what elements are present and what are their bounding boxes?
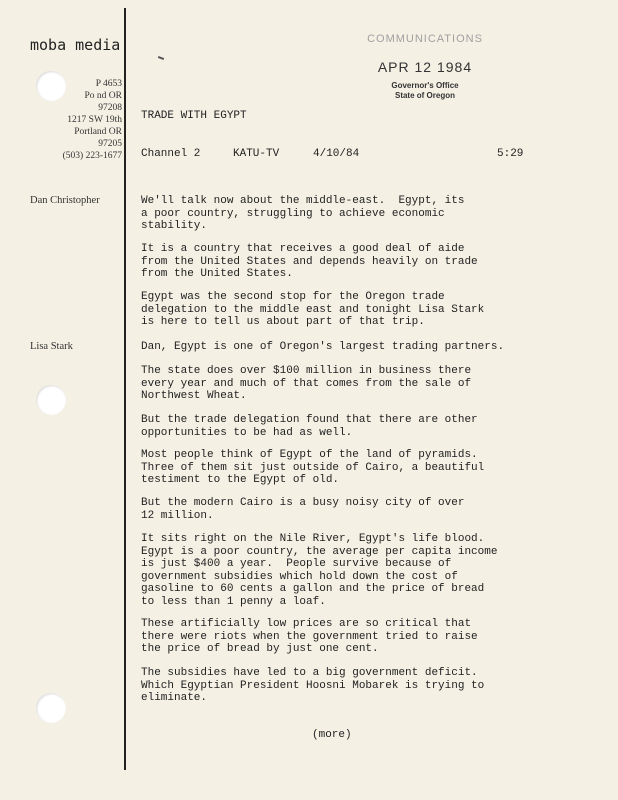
transcript-paragraph: But the trade delegation found that there are other opportunities to be had as well. <box>141 414 478 439</box>
address-line: 1217 SW 19th <box>67 115 122 125</box>
transcript-paragraph: The subsidies have led to a big government deficit. Which Egyptian President Hoosni Mobarek is trying to eliminate. <box>141 667 485 704</box>
transcript-paragraph: Dan, Egypt is one of Oregon's largest trading partners. <box>141 341 505 353</box>
transcript-paragraph: Most people think of Egypt of the land of pyramids. Three of them sit just outside of Cairo, a beautiful testiment to the Egypt of old. <box>141 449 485 486</box>
stamp-office-line: Governor's Office <box>391 81 459 90</box>
transcript-paragraph: We'll talk now about the middle-east. Egypt, its a poor country, struggling to achieve economic stability. <box>141 195 465 232</box>
address-line: (503) 223-1677 <box>62 151 122 161</box>
continuation-marker: (more) <box>312 729 352 741</box>
pen-mark <box>158 56 164 60</box>
transcript-paragraph: These artificially low prices are so critical that there were riots when the government tried to raise the price of bread by just one cent. <box>141 618 478 655</box>
company-address <box>30 78 122 162</box>
stamp-office <box>360 81 490 101</box>
broadcast-date: 4/10/84 <box>313 148 360 160</box>
transcript-paragraph: But the modern Cairo is a busy noisy city of over 12 million. <box>141 497 465 522</box>
document-title: TRADE WITH EGYPT <box>141 110 247 122</box>
punch-hole <box>36 385 66 415</box>
transcript-paragraph: It is a country that receives a good deal of aide from the United States and depends heavily on trade from the United States. <box>141 243 478 280</box>
station: KATU-TV <box>233 148 280 160</box>
stamp-office-line: State of Oregon <box>394 91 455 100</box>
speaker-label: Lisa Stark <box>30 341 73 352</box>
punch-hole <box>36 693 66 723</box>
duration: 5:29 <box>497 148 524 160</box>
transcript-paragraph: It sits right on the Nile River, Egypt's life blood. Egypt is a poor country, the average per capita income is just $400 a year. People survive because of government subsidies which hold down the cost of gasoline to 60 cents a gallon and the price of bread to less than 1 penny a loaf. <box>141 533 498 608</box>
address-line: 97205 <box>98 139 122 149</box>
speaker-label: Dan Christopher <box>30 195 100 206</box>
stamp-date: APR 12 1984 <box>377 59 473 75</box>
channel: Channel 2 <box>141 148 201 160</box>
transcript-paragraph: The state does over $100 million in business there every year and much of that comes from the sale of Northwest Wheat. <box>141 365 472 402</box>
company-name: moba media <box>30 36 121 54</box>
stamp-department: COMMUNICATIONS <box>367 33 483 45</box>
margin-rule <box>124 8 126 770</box>
address-line: 97208 <box>98 103 122 113</box>
address-line: Po nd OR <box>84 91 122 101</box>
address-line: Portland OR <box>74 127 122 137</box>
received-stamp <box>360 33 490 101</box>
address-line: P 4653 <box>95 79 122 89</box>
transcript-paragraph: Egypt was the second stop for the Oregon trade delegation to the middle east and tonight Lisa Stark is here to tell us about part of that trip. <box>141 291 485 328</box>
